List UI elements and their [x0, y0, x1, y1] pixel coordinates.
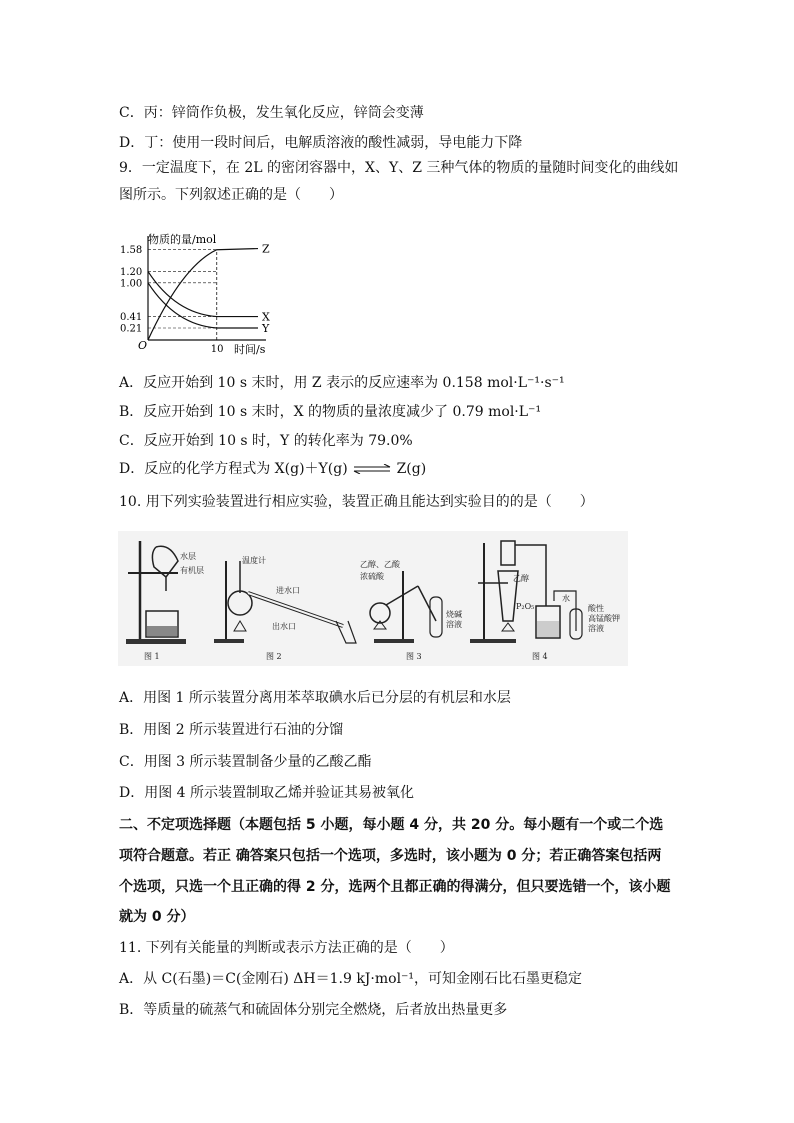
option-9-prev-C: C．丙：锌筒作负极，发生氧化反应，锌筒会变薄: [119, 105, 424, 121]
fig2-label-water-in: 进水口: [276, 586, 300, 595]
fig4-label-acidic: 酸性: [588, 604, 604, 613]
option-11-B: B．等质量的硫蒸气和硫固体分别完全燃烧，后者放出热量更多: [119, 1002, 508, 1018]
chart-x-tick-label: 10: [210, 344, 224, 355]
chart-origin: O: [138, 339, 148, 352]
chart-ylabel: 物质的量/mol: [148, 233, 217, 246]
option-10-B: B．用图 2 所示装置进行石油的分馏: [119, 722, 344, 738]
option-9-D-product: Z(g): [396, 461, 427, 477]
apparatus-figure: [118, 531, 628, 666]
option-9-B: B．反应开始到 10 s 末时，X 的物质的量浓度减少了 0.79 mol·L⁻¹: [119, 404, 542, 420]
equilibrium-arrow-icon: [352, 464, 392, 474]
section-2-heading-cont3: 就为 0 分）: [119, 909, 195, 925]
question-9-stem: 9．一定温度下，在 2L 的密闭容器中，X、Y、Z 三种气体的物质的量随时间变化的曲线如: [119, 160, 679, 176]
chart-xlabel: 时间/s: [234, 343, 266, 356]
question-10-stem: 10. 用下列实验装置进行相应实验，装置正确且能达到实验目的的是（ ）: [119, 494, 594, 510]
fig2-label-thermometer: 温度计: [242, 556, 266, 565]
section-2-heading-cont1: 项符合题意。若正 确答案只包括一个选项，多选时，该小题为 0 分；若正确答案包括两: [119, 848, 662, 864]
chart-y-tick-label: 1.00: [120, 278, 143, 290]
chart-y-tick-label: 1.20: [120, 266, 143, 278]
option-9-C: C．反应开始到 10 s 时，Y 的转化率为 79.0%: [119, 433, 413, 449]
fig4-label-water: 水: [562, 594, 570, 603]
option-9-A: A．反应开始到 10 s 末时，用 Z 表示的反应速率为 0.158 mol·L⁻¹·s⁻¹: [119, 375, 565, 391]
chart-series-X: [148, 271, 258, 316]
chart-series-label: X: [262, 310, 270, 324]
chart-y-tick-label: 0.41: [120, 312, 143, 324]
question-9-stem-cont: 图所示。下列叙述正确的是（ ）: [119, 187, 343, 203]
option-9-D-text: D．反应的化学方程式为 X(g)＋Y(g): [119, 461, 348, 477]
fig3-label-naoh: 烧碱: [446, 610, 462, 619]
fig3-label-solution: 溶液: [446, 620, 462, 629]
option-9-D: [119, 459, 426, 479]
chart-series-label: Z: [262, 242, 270, 256]
chart-series-label: Y: [262, 322, 270, 335]
option-10-C: C．用图 3 所示装置制备少量的乙酸乙酯: [119, 754, 372, 770]
option-11-A: A．从 C(石墨)＝C(金刚石) ΔH＝1.9 kJ·mol⁻¹，可知金刚石比石墨更稳定: [119, 971, 583, 987]
fig2-label-water-out: 出水口: [272, 622, 296, 631]
chart-series-Y: [148, 283, 258, 328]
fig4-label-p2o5: P₂O₅: [516, 602, 535, 611]
fig1-label-water: 水层: [180, 552, 196, 561]
fig1-caption: 图 1: [144, 652, 160, 661]
option-9-prev-D: D．丁：使用一段时间后，电解质溶液的酸性减弱，导电能力下降: [119, 135, 523, 151]
fig2-caption: 图 2: [266, 652, 282, 661]
question-11-stem: 11. 下列有关能量的判断或表示方法正确的是（ ）: [119, 940, 454, 956]
fig4-label-ethanol: 乙醇: [513, 574, 529, 583]
fig4-label-solution: 溶液: [588, 624, 604, 633]
option-10-A: A．用图 1 所示装置分离用苯萃取碘水后已分层的有机层和水层: [119, 690, 511, 706]
fig1-label-organic: 有机层: [180, 566, 204, 575]
fig3-label-sulfuric: 浓硫酸: [360, 572, 384, 581]
section-2-heading-cont2: 个选项，只选一个且正确的得 2 分，选两个且都正确的得满分，但只要选错一个，该小题: [119, 879, 671, 895]
amount-time-chart: [118, 228, 278, 358]
fig3-label-ethanol-acid: 乙醇、乙酸: [360, 560, 400, 569]
section-2-heading: 二、不定项选择题（本题包括 5 小题，每小题 4 分，共 20 分。每小题有一个或二个选: [119, 817, 664, 833]
fig3-caption: 图 3: [406, 652, 422, 661]
chart-y-tick-label: 1.58: [120, 245, 143, 257]
fig4-caption: 图 4: [532, 652, 548, 661]
option-10-D: D．用图 4 所示装置制取乙烯并验证其易被氧化: [119, 785, 415, 801]
chart-y-tick-label: 0.21: [120, 323, 143, 335]
fig4-label-kmno4: 高锰酸钾: [588, 614, 620, 623]
